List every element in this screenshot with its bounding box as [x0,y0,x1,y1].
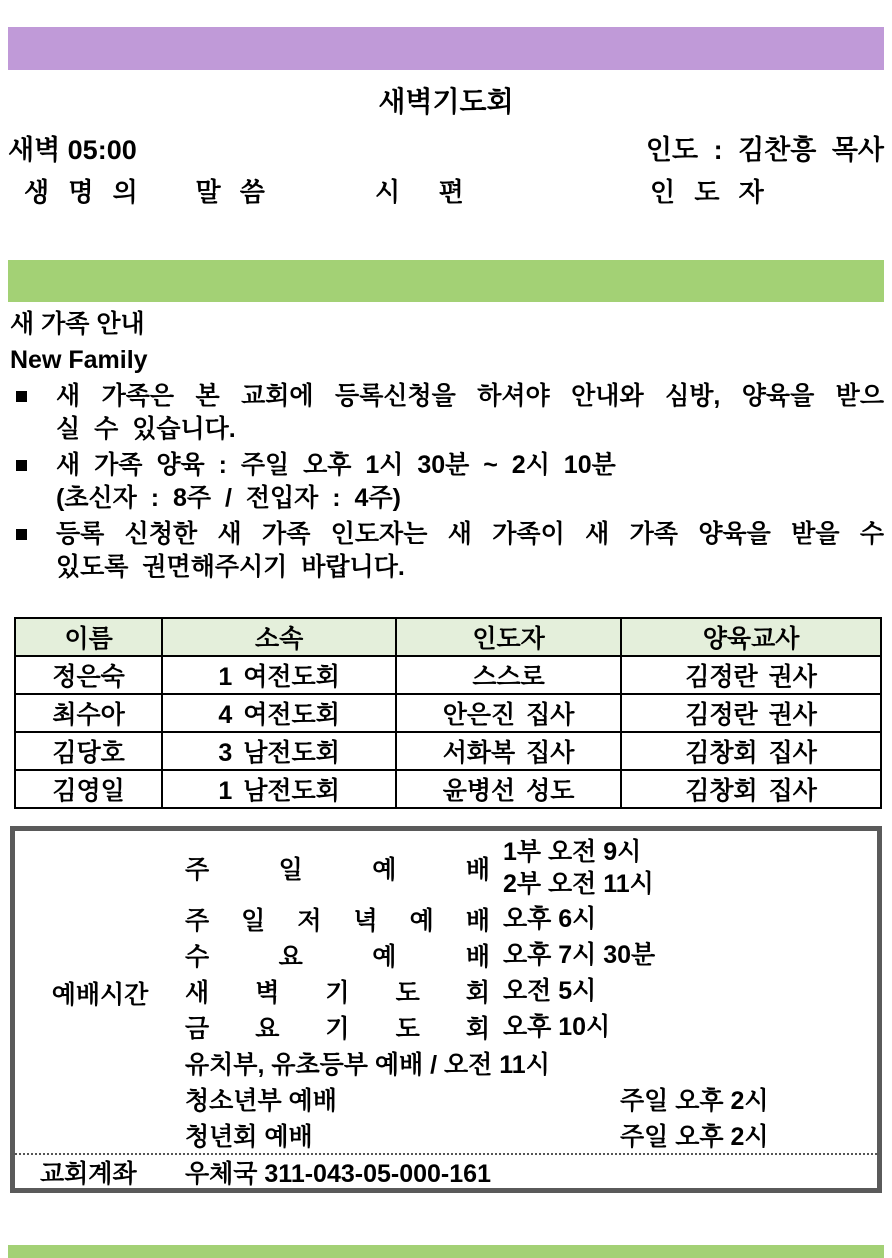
service-time: 오후 7시 30분 [503,941,656,969]
table-header-cell: 양육교사 [621,618,881,656]
table-cell: 김정란 권사 [621,656,881,694]
worship-section-label: 예배시간 [51,981,149,1009]
service-row [185,1117,857,1153]
section-divider-green-bar [8,260,884,302]
table-cell: 서화복 집사 [396,732,621,770]
account-label: 교회계좌 [40,1159,137,1188]
service-row [185,937,857,973]
service-times [503,1011,610,1043]
service-name: 주 일 예 배 [185,856,490,884]
service-name: 금 요 기 도 회 [185,1015,490,1043]
service-time: 2부 오전 11시 [503,870,654,898]
bullet-line: (초신자 : 8주 / 전입자 : 4주) [56,484,401,512]
service-time: 주일 오후 2시 [620,1123,769,1151]
top-purple-bar [8,27,884,70]
service-leader: 인도 : 김찬흥 목사 [645,135,884,165]
service-time: 오전 5시 [503,977,597,1005]
scripture-column-label: 시 편 [375,177,464,207]
bullet-line: 있도록 권면해주시기 바랍니다. [56,553,405,581]
new-family-bullets [8,380,884,584]
table-cell: 안은진 집사 [396,694,621,732]
service-time: 새벽 05:00 [8,135,137,165]
bullet-line: 등록 신청한 새 가족 인도자는 새 가족이 새 가족 양육을 받을 수 [56,520,884,548]
table-row [15,656,881,694]
service-row [185,1081,857,1117]
service-meta-row [8,128,884,167]
table-cell: 김당호 [15,732,162,770]
table-cell: 스스로 [396,656,621,694]
bottom-green-bar [8,1245,884,1258]
new-family-table [14,617,882,809]
new-family-title-ko: 새 가족 안내 [10,310,145,338]
service-row [185,973,857,1009]
service-list [185,835,857,1153]
service-row [185,901,857,937]
bullet-item [8,449,884,515]
table-cell: 1 여전도회 [162,656,396,694]
service-times [503,939,655,971]
table-cell: 김영일 [15,770,162,808]
table-cell: 김창회 집사 [621,732,881,770]
bullet-square-icon [16,460,27,471]
bullet-line: 새 가족은 본 교회에 등록신청을 하셔야 안내와 심방, 양육을 받으 [56,382,884,410]
table-row [15,770,881,808]
table-cell: 김창회 집사 [621,770,881,808]
table-cell: 3 남전도회 [162,732,396,770]
table-cell: 최수아 [15,694,162,732]
service-row [185,1009,857,1045]
service-time: 주일 오후 2시 [620,1087,769,1115]
service-times [503,836,654,900]
service-name: 새 벽 기 도 회 [185,979,490,1007]
leader-column-label: 인 도 자 [650,177,764,207]
table-header-row [15,618,881,656]
table-header-cell: 이름 [15,618,162,656]
new-family-section [8,306,884,587]
table-header-cell: 인도자 [396,618,621,656]
word-column-label: 생 명 의 말 씀 [24,177,265,207]
service-time: 1부 오전 9시 [503,838,642,866]
worship-times-box [10,826,882,1193]
bullet-square-icon [16,391,27,402]
service-name: 청년회 예배 [185,1123,313,1151]
table-cell: 1 남전도회 [162,770,396,808]
bullet-square-icon [16,529,27,540]
page-title: 새벽기도회 [378,86,514,117]
bullet-line: 새 가족 양육 : 주일 오후 1시 30분 ~ 2시 10분 [56,451,616,479]
service-name: 청소년부 예배 [185,1087,337,1115]
table-cell: 4 여전도회 [162,694,396,732]
bullet-line: 실 수 있습니다. [56,415,236,443]
service-name: 수 요 예 배 [185,943,490,971]
bullet-item [8,518,884,584]
service-row [185,1045,857,1081]
account-value: 우체국 311-043-05-000-161 [185,1159,491,1188]
table-header-cell: 소속 [162,618,396,656]
service-time: 오후 6시 [503,905,597,933]
table-cell: 윤병선 성도 [396,770,621,808]
table-cell: 김정란 권사 [621,694,881,732]
service-name: 주 일 저 녁 예 배 [185,907,490,935]
table-row [15,694,881,732]
table-cell: 정은숙 [15,656,162,694]
new-family-title-en: New Family [10,346,148,374]
table-row [15,732,881,770]
account-row [15,1157,877,1186]
bullet-item [8,380,884,446]
service-times [503,903,596,935]
service-times [503,975,596,1007]
service-name: 유치부, 유초등부 예배 / 오전 11시 [185,1051,550,1079]
service-time: 오후 10시 [503,1013,611,1041]
service-columns-row [0,172,892,210]
service-row [185,835,857,901]
